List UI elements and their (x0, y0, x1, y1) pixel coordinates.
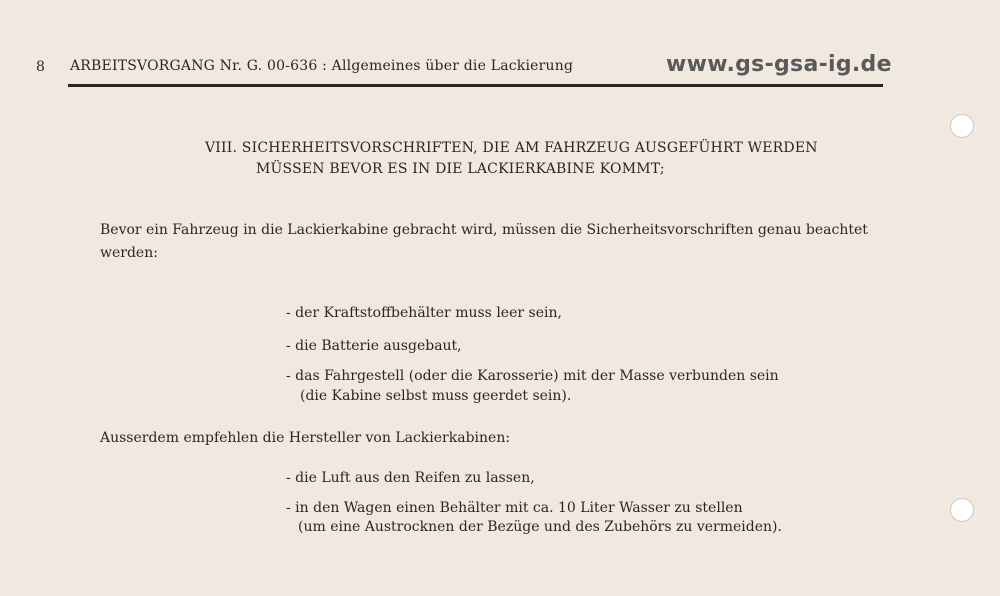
intro-line-1: Bevor ein Fahrzeug in die Lackierkabine gebracht wird, müssen die Sicherheitsvorschriften genau beachtet (100, 222, 868, 238)
website-watermark: www.gs-gsa-ig.de (666, 52, 892, 77)
punch-hole-icon (950, 114, 974, 138)
header-rule (68, 84, 883, 87)
section-title-line-1: VIII. SICHERHEITSVORSCHRIFTEN, DIE AM FAHRZEUG AUSGEFÜHRT WERDEN (205, 140, 818, 156)
requirement-item: - der Kraftstoffbehälter muss leer sein, (286, 305, 562, 321)
requirement-item: - das Fahrgestell (oder die Karosserie) mit der Masse verbunden sein (286, 368, 779, 384)
recommendation-intro: Ausserdem empfehlen die Hersteller von Lackierkabinen: (100, 430, 511, 446)
intro-line-2: werden: (100, 245, 158, 261)
running-header: ARBEITSVORGANG Nr. G. 00-636 : Allgemeines über die Lackierung (70, 58, 574, 74)
section-title-line-2: MÜSSEN BEVOR ES IN DIE LACKIERKABINE KOMMT; (256, 161, 665, 177)
requirement-item-continuation: (die Kabine selbst muss geerdet sein). (300, 388, 572, 404)
punch-hole-icon (950, 498, 974, 522)
recommendation-item: - in den Wagen einen Behälter mit ca. 10 Liter Wasser zu stellen (286, 500, 743, 516)
recommendation-item: - die Luft aus den Reifen zu lassen, (286, 470, 535, 486)
requirement-item: - die Batterie ausgebaut, (286, 338, 462, 354)
page-number: 8 (36, 59, 45, 75)
recommendation-item-continuation: (um eine Austrocknen der Bezüge und des Zubehörs zu vermeiden). (298, 519, 782, 535)
